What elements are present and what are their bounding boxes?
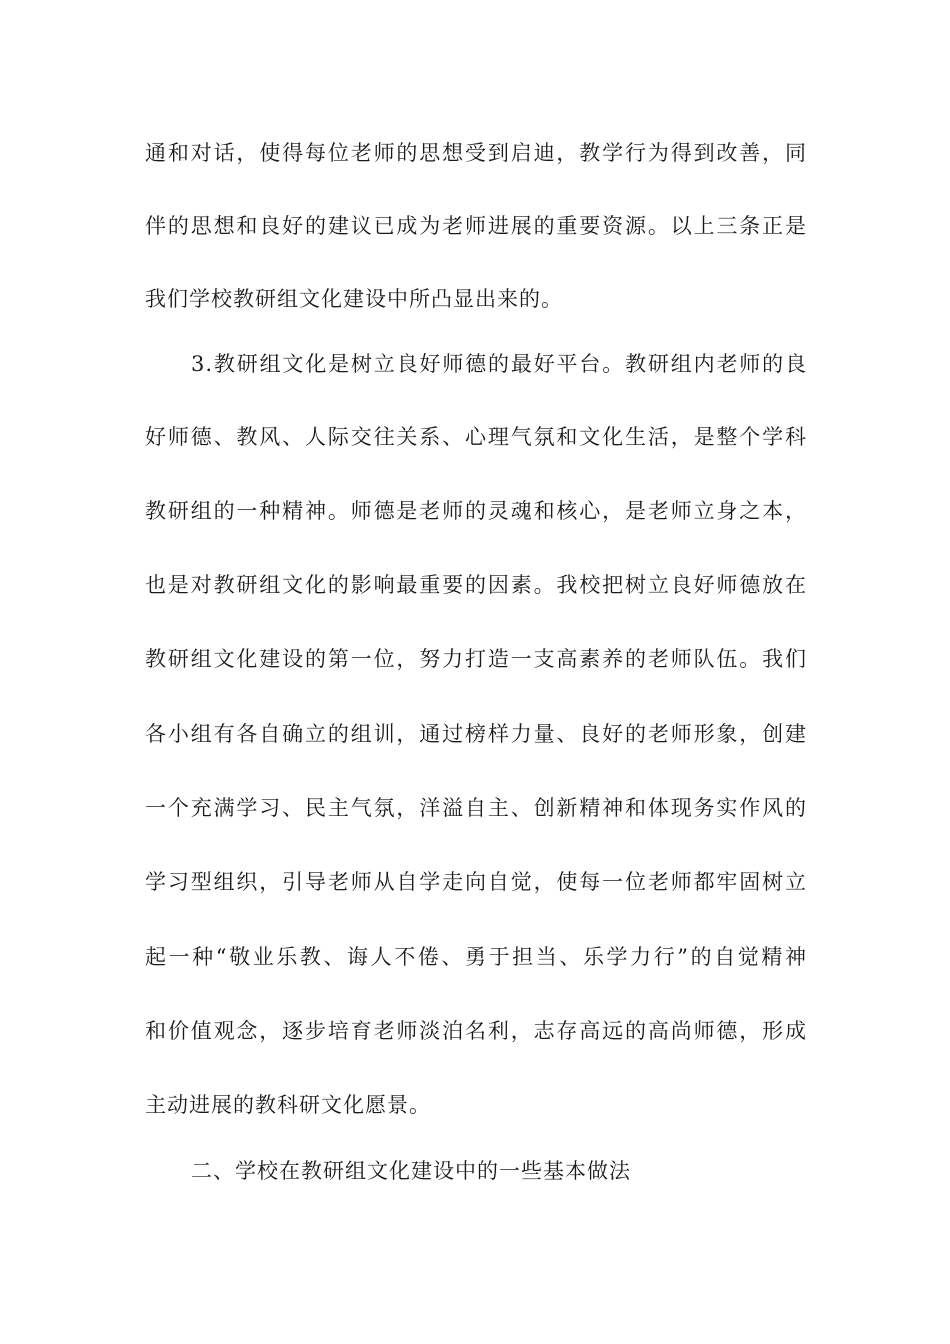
text-line: 好师德、教风、人际交往关系、心理气氛和文化生活，是整个学科: [145, 425, 807, 449]
text-line: 3.教研组文化是树立良好师德的最好平台。教研组内老师的良: [191, 352, 807, 376]
text-line: 起一种“敬业乐教、诲人不倦、勇于担当、乐学力行”的自觉精神: [145, 945, 807, 969]
text-line: 也是对教研组文化的影响最重要的因素。我校把树立良好师德放在: [145, 573, 807, 597]
text-line: 教研组文化建设的第一位，努力打造一支高素养的老师队伍。我们: [145, 647, 807, 671]
text-line: 主动进展的教科研文化愿景。: [145, 1093, 431, 1117]
text-line: 和价值观念，逐步培育老师淡泊名利，志存高远的高尚师德，形成: [145, 1019, 807, 1043]
text-line: 伴的思想和良好的建议已成为老师进展的重要资源。以上三条正是: [145, 214, 807, 238]
text-line: 我们学校教研组文化建设中所凸显出来的。: [145, 287, 563, 311]
text-line: 各小组有各自确立的组训，通过榜样力量、良好的老师形象，创建: [145, 722, 807, 746]
section-heading: 二、学校在教研组文化建设中的一些基本做法: [191, 1159, 631, 1183]
text-line: 教研组的一种精神。师德是老师的灵魂和核心，是老师立身之本，: [145, 499, 807, 523]
text-line: 通和对话，使得每位老师的思想受到启迪，教学行为得到改善，同: [145, 141, 807, 165]
text-line: 学习型组织，引导老师从自学走向自觉，使每一位老师都牢固树立: [145, 870, 807, 894]
text-line: 一个充满学习、民主气氛，洋溢自主、创新精神和体现务实作风的: [145, 796, 807, 820]
